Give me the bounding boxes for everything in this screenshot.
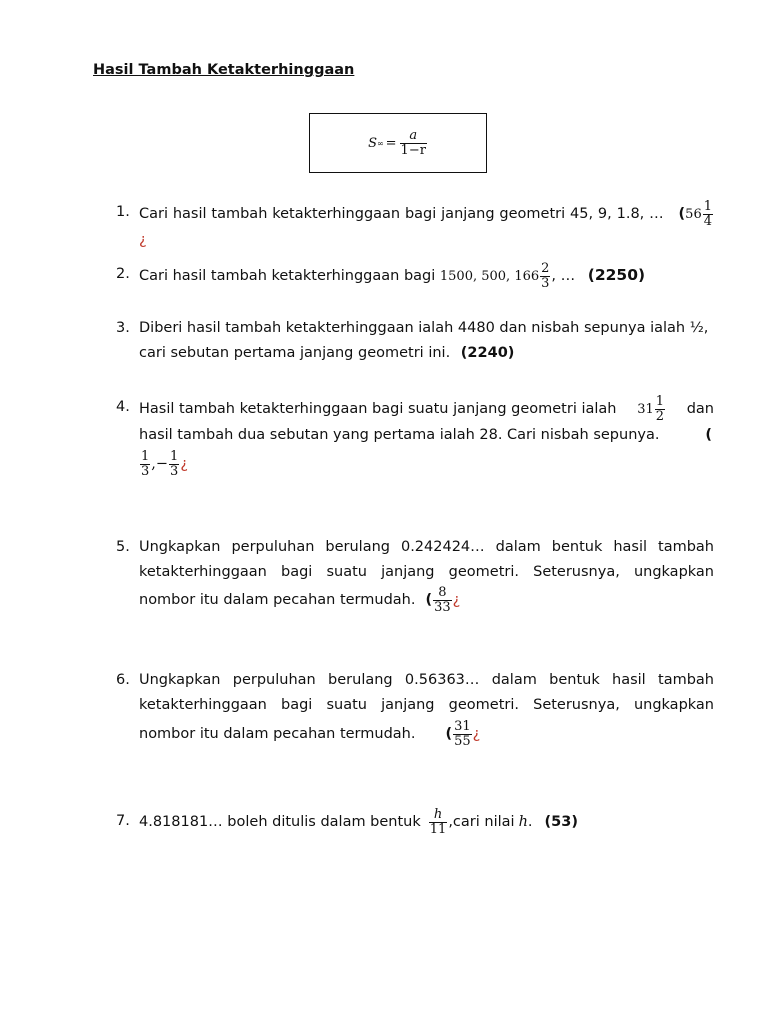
answer-fraction	[433, 586, 452, 614]
question-line-2-text: cari sebutan pertama janjang geometri ini.	[139, 345, 451, 361]
question-line-3	[139, 585, 714, 615]
answer-whole: 56	[685, 207, 702, 223]
answer-denominator: 4	[703, 213, 712, 229]
answer-open-paren: (	[705, 427, 712, 443]
answer-1-denominator: 3	[141, 463, 150, 479]
answer	[139, 449, 714, 479]
question-line-2: ketakterhinggaan bagi suatu janjang geometri. Seterusnya, ungkapkan	[139, 564, 714, 580]
answer: (2250)	[587, 266, 646, 285]
sum-whole: 31	[637, 401, 654, 417]
sequence-tail: , …	[551, 268, 576, 285]
question-number: 5.	[116, 539, 130, 555]
question-line-1-tail: dan	[686, 400, 714, 417]
question-line-1: Ungkapkan perpuluhan berulang 0.242424… dalam bentuk hasil tambah	[139, 539, 714, 555]
answer-open-paren: (	[445, 725, 453, 742]
form-denominator: 11	[429, 821, 447, 837]
answer-open-paren: (	[678, 206, 686, 223]
variable-h: h	[518, 813, 528, 830]
term-fraction	[540, 262, 550, 290]
question-number: 1.	[116, 204, 130, 220]
formula-box	[309, 113, 487, 173]
answer-separator: ,	[151, 455, 156, 472]
question-body: Cari hasil tambah ketakterhinggaan bagi	[139, 268, 436, 285]
question-text	[139, 262, 714, 290]
answer-fraction-1	[140, 450, 150, 478]
formula-fraction	[400, 129, 427, 157]
answer-2-denominator: 3	[170, 463, 179, 479]
answer-close-glyph: ¿	[180, 455, 189, 472]
infinite-sum-formula	[368, 129, 428, 157]
answer-1-numerator: 1	[141, 448, 150, 464]
question-number: 2.	[116, 266, 130, 282]
question-line-1	[139, 395, 714, 423]
question-line-2	[139, 341, 714, 366]
answer-minus: −	[155, 455, 169, 472]
answer-denominator: 55	[454, 733, 471, 749]
question-5	[116, 535, 714, 620]
question-line-2-text: hasil tambah dua sebutan yang pertama ialah 28. Cari nisbah sepunya.	[139, 427, 660, 443]
sum-fraction	[655, 395, 665, 423]
question-number: 7.	[116, 813, 130, 829]
answer-denominator: 33	[434, 599, 451, 615]
question-text	[139, 316, 714, 366]
answer-close-glyph: ¿	[452, 591, 461, 608]
answer-numerator: 31	[454, 718, 471, 734]
answer-open-paren: (	[425, 591, 433, 608]
question-line-2: ketakterhinggaan bagi suatu janjang geometri. Seterusnya, ungkapkan	[139, 697, 714, 713]
answer-fraction-2	[169, 450, 179, 478]
question-6	[116, 668, 714, 753]
question-body: Cari hasil tambah ketakterhinggaan bagi janjang geometri 45, 9, 1.8, …	[139, 206, 664, 223]
question-number: 3.	[116, 320, 130, 336]
answer	[445, 720, 480, 748]
question-text	[139, 200, 714, 253]
question-line-1-text: Hasil tambah ketakterhinggaan bagi suatu janjang geometri ialah	[139, 400, 617, 417]
answer: (2240)	[460, 345, 515, 361]
question-number: 4.	[116, 399, 130, 415]
question-line-2	[139, 423, 714, 449]
sum-denominator: 2	[655, 408, 665, 424]
term-denominator: 3	[541, 275, 550, 291]
page-title: Hasil Tambah Ketakterhinggaan	[93, 62, 355, 78]
question-body-2: ,cari nilai	[448, 813, 515, 830]
question-text	[139, 668, 714, 750]
form-fraction	[429, 808, 448, 836]
answer-2-numerator: 1	[170, 448, 179, 464]
question-body: 4.818181… boleh ditulis dalam bentuk	[139, 813, 421, 830]
answer-numerator: 8	[438, 584, 447, 600]
form-numerator: h	[433, 806, 443, 822]
formula-numerator: a	[409, 127, 418, 143]
answer-close-glyph: ¿	[139, 232, 147, 249]
question-4	[116, 395, 714, 485]
question-line-1: Diberi hasil tambah ketakterhinggaan ialah 4480 dan nisbah sepunya ialah ½,	[139, 320, 709, 336]
question-7	[116, 805, 714, 839]
question-number: 6.	[116, 672, 130, 688]
question-line-1: Ungkapkan perpuluhan berulang 0.56363… dalam bentuk hasil tambah	[139, 672, 714, 688]
question-1	[116, 199, 714, 249]
sum-value	[637, 395, 666, 423]
question-period: .	[527, 813, 533, 830]
term-numerator: 2	[541, 261, 550, 276]
question-text	[139, 395, 714, 479]
question-line-3-text: nombor itu dalam pecahan termudah.	[139, 591, 416, 608]
answer-close-glyph: ¿	[472, 725, 481, 742]
answer-fraction	[703, 200, 713, 228]
answer: (53)	[544, 813, 578, 830]
formula-subscript: ∞	[376, 138, 384, 148]
answer-fraction	[453, 720, 472, 748]
formula-lhs: S	[368, 135, 377, 151]
question-3	[116, 316, 714, 366]
formula-equals: =	[385, 135, 397, 151]
sum-numerator: 1	[655, 393, 665, 409]
answer	[425, 586, 460, 614]
question-text	[139, 805, 714, 839]
answer-numerator: 1	[703, 199, 712, 214]
question-text	[139, 535, 714, 615]
question-line-3	[139, 718, 714, 750]
formula-denominator: 1−r	[400, 142, 426, 158]
sequence-terms: 1500, 500, 166	[439, 269, 540, 285]
question-line-3-text: nombor itu dalam pecahan termudah.	[139, 725, 416, 742]
question-2	[116, 262, 714, 292]
